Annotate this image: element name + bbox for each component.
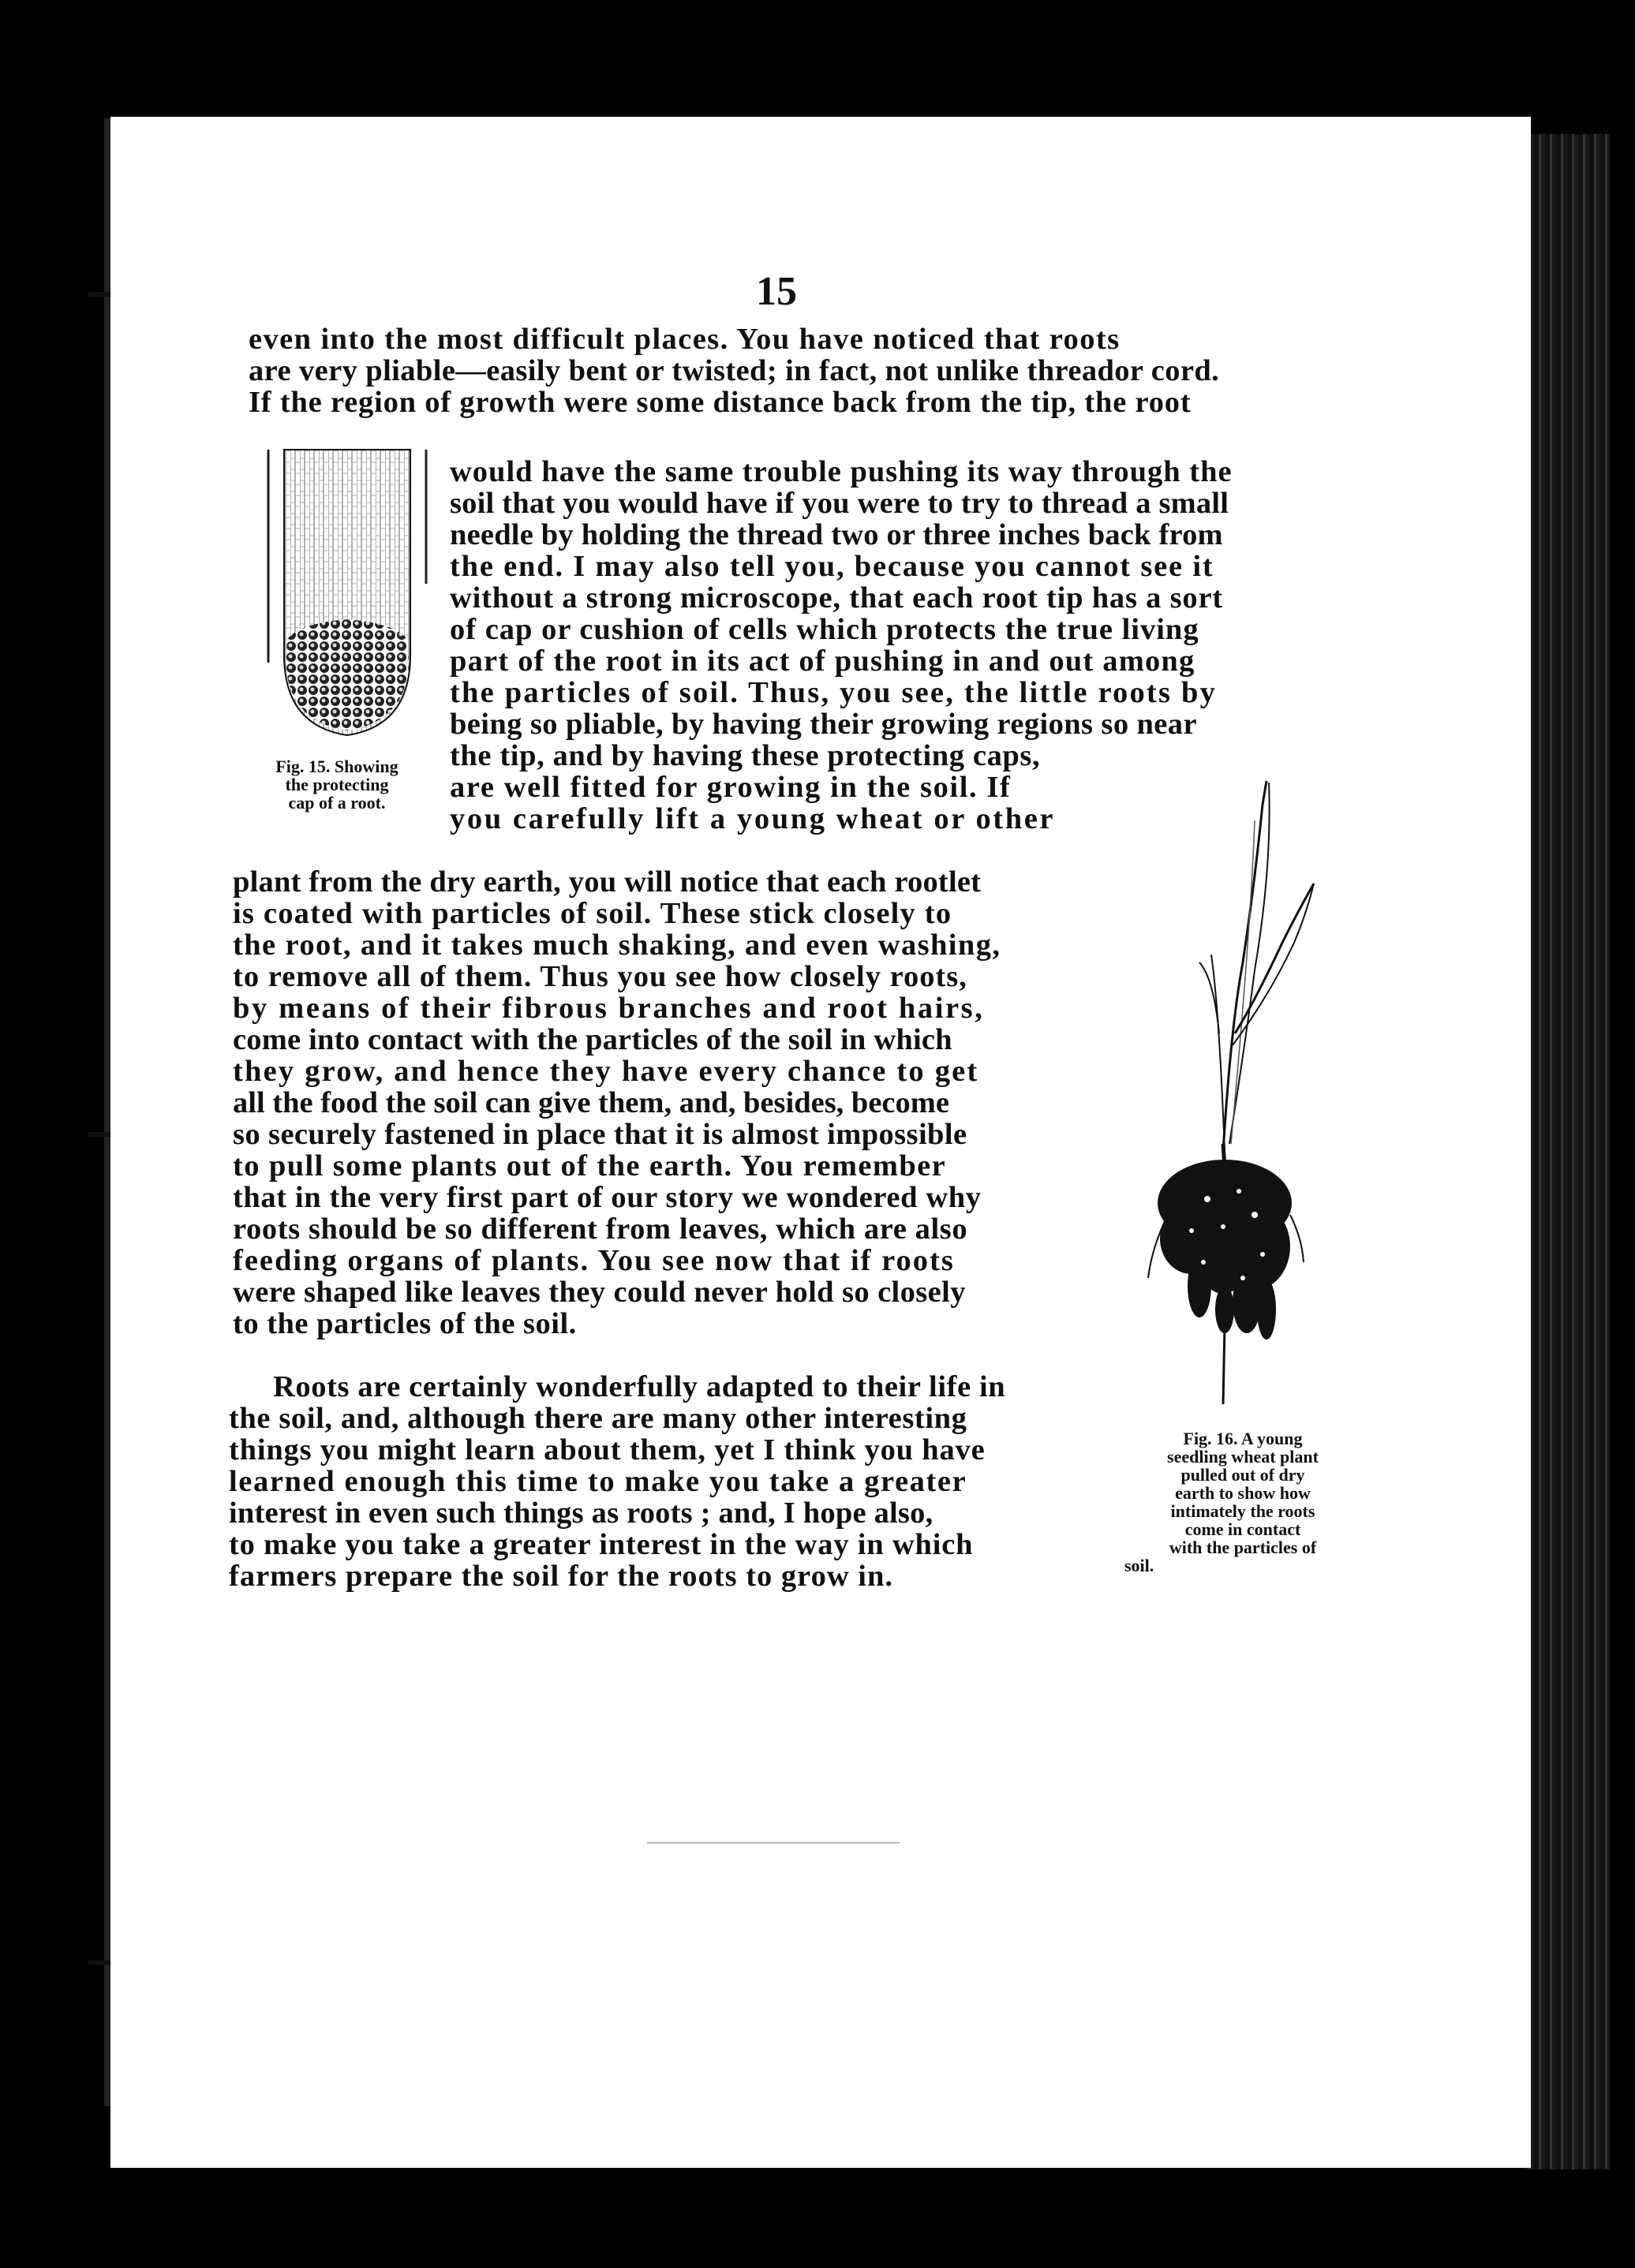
divider-rule <box>647 1842 900 1844</box>
caption-line: intimately the roots <box>1170 1501 1315 1521</box>
caption-line: Fig. 16. A young <box>1183 1429 1303 1448</box>
text-line: to make you take a greater interest in the way in which <box>229 1528 974 1561</box>
text-line: the soil, and, although there are many other interesting <box>229 1402 967 1435</box>
text-line: are well fitted for growing in the soil. If <box>450 771 1012 804</box>
root-cap-illustration <box>253 442 442 742</box>
text-line: to remove all of them. Thus you see how closely roots, <box>233 960 967 993</box>
text-line: Roots are certainly wonderfully adapted to their life in <box>273 1370 1006 1403</box>
text-line: the end. I may also tell you, because you cannot see it <box>450 550 1214 583</box>
text-line: learned enough this time to make you take a greater <box>229 1465 967 1498</box>
caption-line: earth to show how <box>1175 1483 1311 1503</box>
text-line: all the food the soil can give them, and, besides, become <box>233 1086 949 1119</box>
text-line: If the region of growth were some distance back from the tip, the root <box>249 386 1192 419</box>
wheat-seedling-illustration <box>1136 773 1341 1420</box>
caption-line: pulled out of dry <box>1180 1465 1305 1485</box>
paragraph-2 <box>229 1371 1005 1592</box>
text-line: interest in even such things as roots ; and, I hope also, <box>229 1496 933 1530</box>
text-line: that in the very first part of our story we wondered why <box>233 1181 982 1214</box>
text-line: they grow, and hence they have every chance to get <box>233 1055 979 1088</box>
caption-line: come in contact <box>1184 1519 1301 1539</box>
text-line: being so pliable, by having their growing regions so near <box>450 708 1197 741</box>
caption-line: the protecting <box>285 775 389 794</box>
caption-line: seedling wheat plant <box>1167 1447 1319 1467</box>
text-line: feeding organs of plants. You see now that if roots <box>233 1244 955 1277</box>
text-line: you carefully lift a young wheat or other <box>450 802 1056 835</box>
text-line: to the particles of the soil. <box>233 1307 577 1340</box>
text-line: come into contact with the particles of the soil in which <box>233 1023 952 1056</box>
figure-15-caption <box>238 757 436 812</box>
caption-line: with the particles of <box>1169 1538 1317 1557</box>
text-wrap-right <box>450 456 1233 835</box>
text-line: soil that you would have if you were to try to thread a small <box>450 487 1229 520</box>
text-line: the particles of soil. Thus, you see, the little roots by <box>450 676 1218 709</box>
text-line: things you might learn about them, yet I think you have <box>229 1433 986 1467</box>
text-line: farmers prepare the soil for the roots to grow in. <box>229 1560 893 1593</box>
text-line: roots should be so different from leaves, which are also <box>233 1212 968 1246</box>
text-line: of cap or cushion of cells which protects the true living <box>450 613 1199 646</box>
text-line: part of the root in its act of pushing in and out among <box>450 645 1195 678</box>
text-line: is coated with particles of soil. These stick closely to <box>233 897 952 930</box>
text-line: were shaped like leaves they could never hold so closely <box>233 1276 966 1309</box>
text-line: without a strong microscope, that each root tip has a sort <box>450 581 1223 615</box>
figure-16-caption <box>1124 1429 1361 1575</box>
text-line: by means of their fibrous branches and root hairs, <box>233 992 985 1025</box>
caption-line: Fig. 15. Showing <box>275 757 398 776</box>
page-number: 15 <box>756 269 797 314</box>
text-line: would have the same trouble pushing its way through the <box>450 455 1233 488</box>
text-line: are very pliable—easily bent or twisted; in fact, not unlike threador cord. <box>249 354 1220 387</box>
text-line: the tip, and by having these protecting caps, <box>450 739 1041 772</box>
text-line: plant from the dry earth, you will notice that each rootlet <box>233 865 982 899</box>
text-line: even into the most difficult places. You have noticed that roots <box>249 323 1121 356</box>
caption-line: cap of a root. <box>288 793 386 813</box>
text-line: to pull some plants out of the earth. You remember <box>233 1149 947 1183</box>
paragraph-1 <box>249 323 1219 418</box>
page-edges <box>1523 134 1610 2169</box>
caption-line: soil. <box>1124 1556 1154 1575</box>
text-line: so securely fastened in place that it is almost impossible <box>233 1118 967 1151</box>
text-wrap-left <box>233 866 1001 1340</box>
text-line: the root, and it takes much shaking, and even washing, <box>233 928 1001 962</box>
text-line: needle by holding the thread two or three inches back from <box>450 518 1223 551</box>
